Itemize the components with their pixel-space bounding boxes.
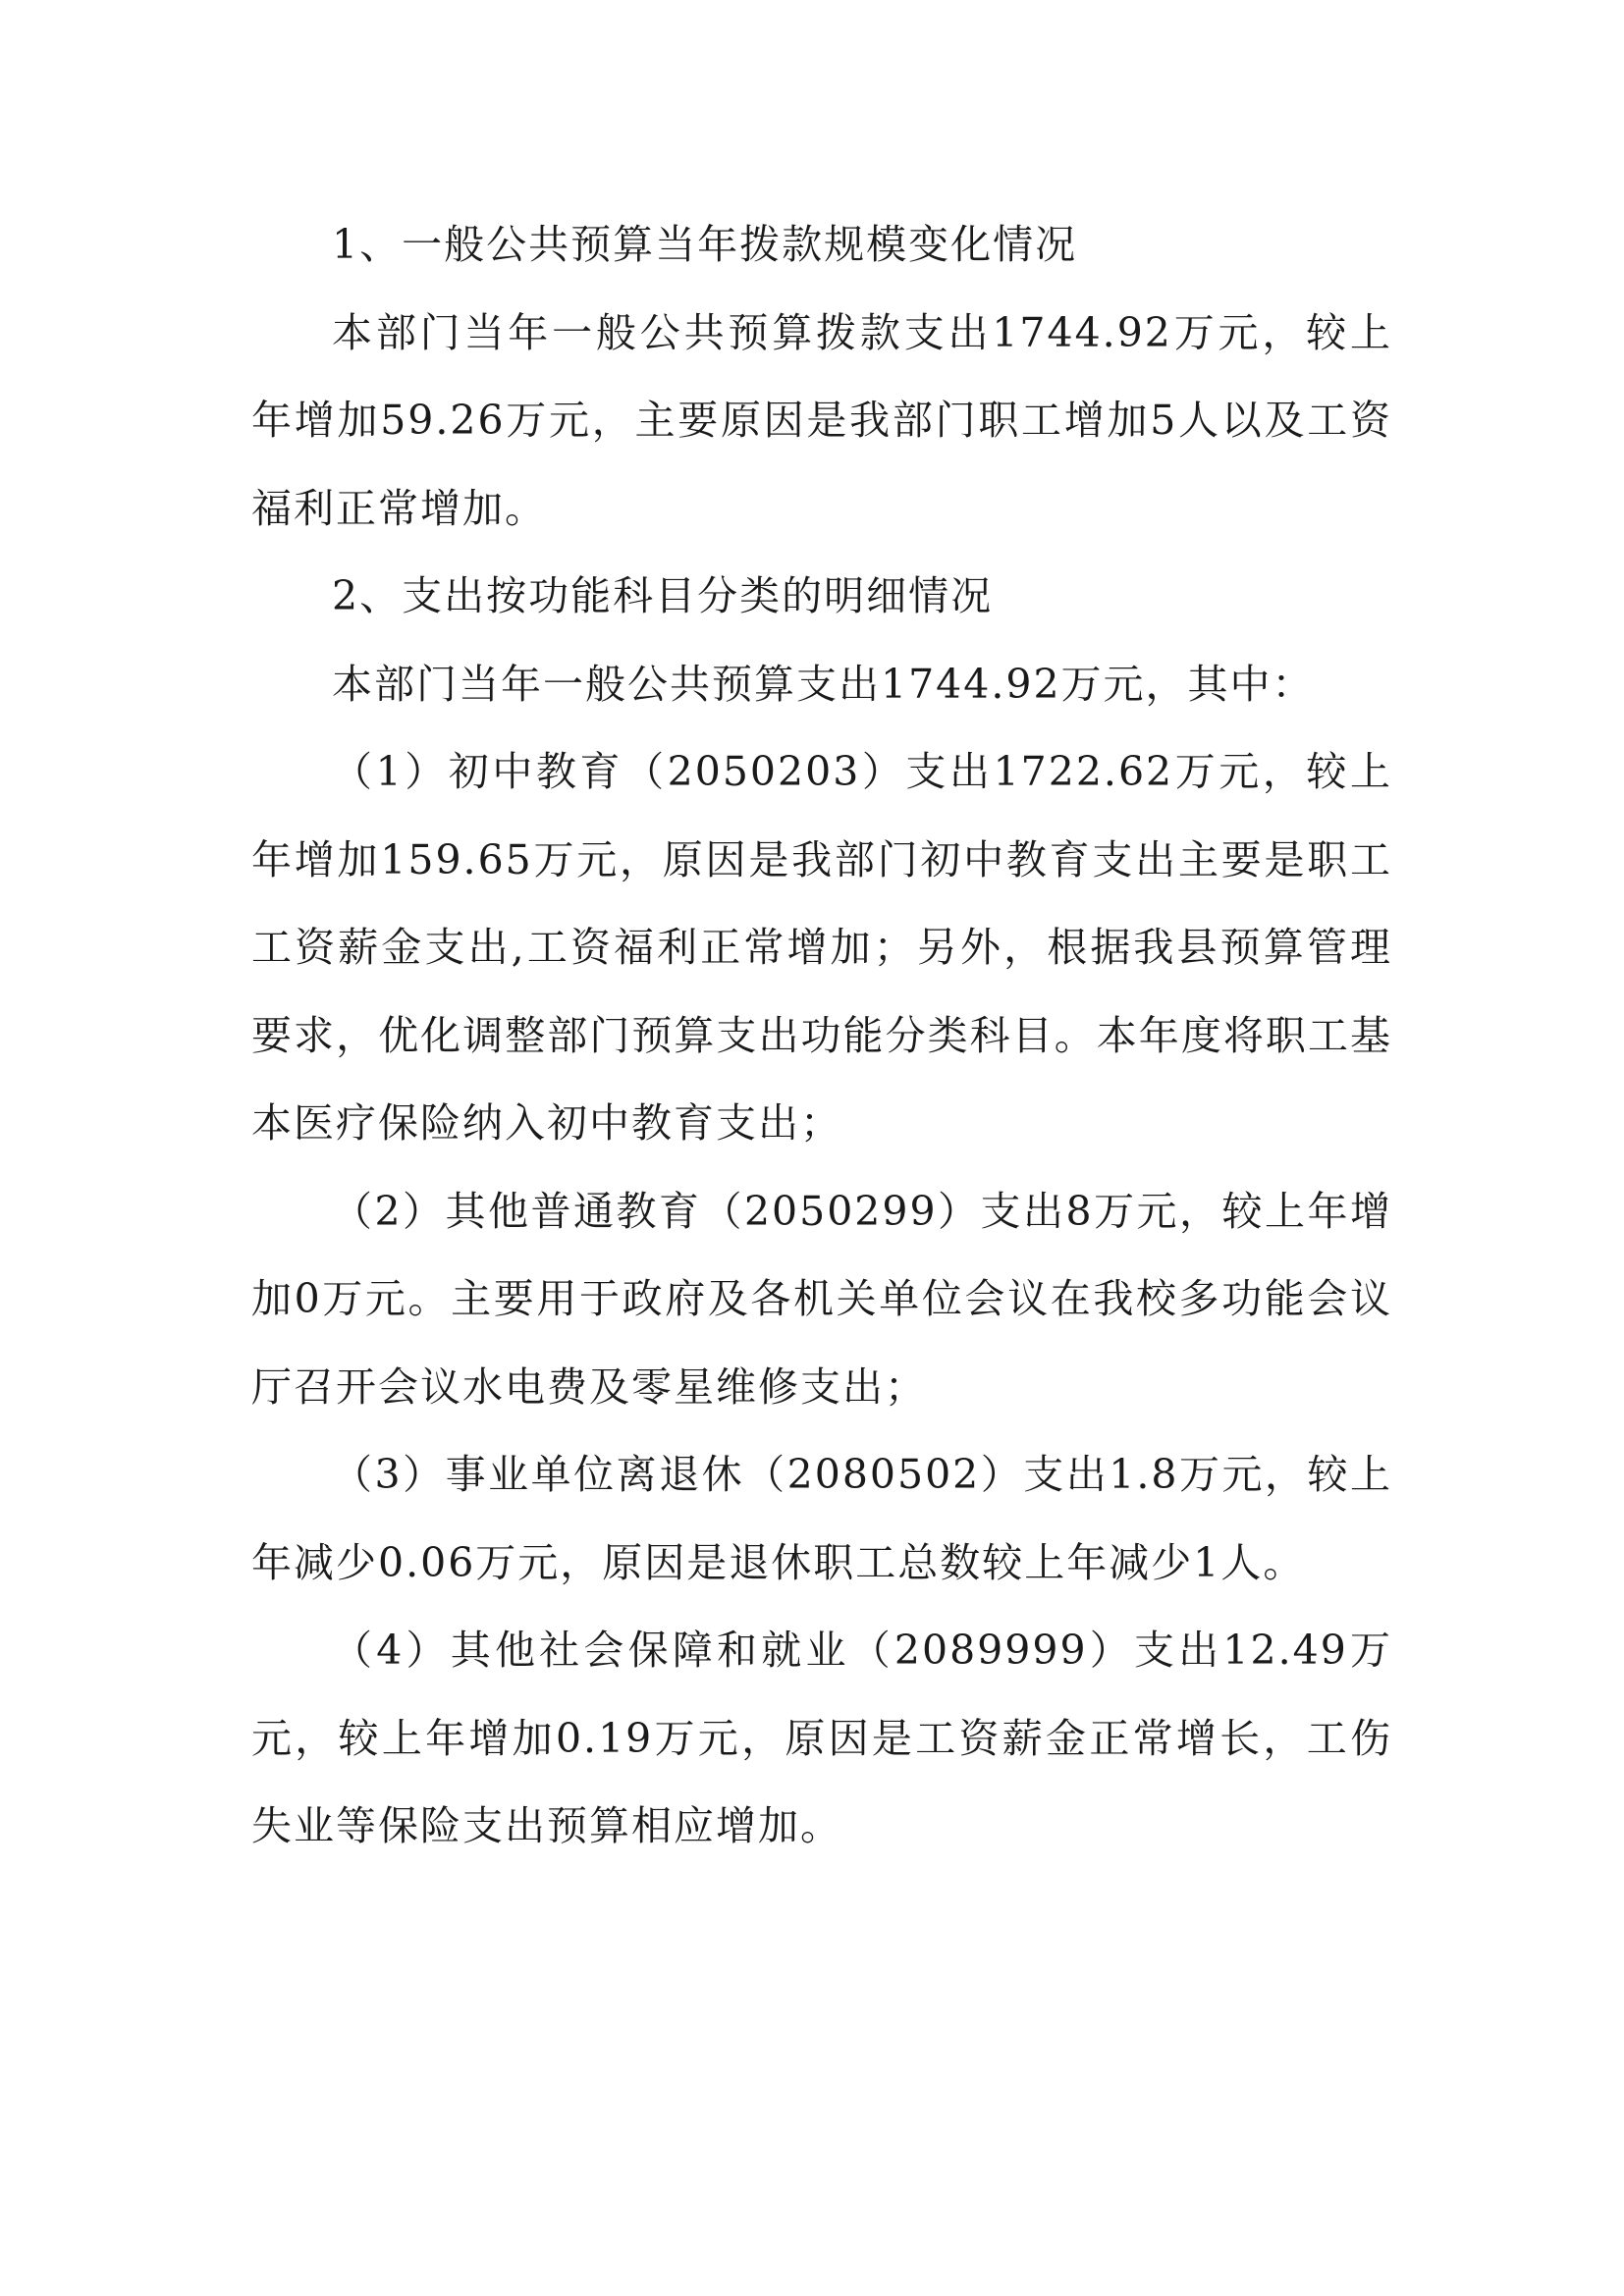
paragraph-appropriation-change: 本部门当年一般公共预算拨款支出1744.92万元，较上年增加59.26万元，主要原因是我部门职工增加5人以及工资福利正常增加。 [251,308,1392,532]
paragraph-item-4: （4）其他社会保障和就业（2089999）支出12.49万元，较上年增加0.19万元，原因是工资薪金正常增长，工伤失业等保险支出预算相应增加。 [251,1627,1392,1849]
paragraph-item-1: （1）初中教育（2050203）支出1722.62万元，较上年增加159.65万元，原因是我部门初中教育支出主要是职工工资薪金支出,工资福利正常增加；另外，根据我县预算管理要求，优化调整部门预算支出功能分类科目。本年度将职工基本医疗保险纳入初中教育支出； [251,748,1392,1147]
document-body [251,201,1392,1871]
paragraph-expenditure-total: 本部门当年一般公共预算支出1744.92万元，其中： [332,660,1315,708]
paragraph-item-3: （3）事业单位离退休（2080502）支出1.8万元，较上年减少0.06万元，原因是退休职工总数较上年减少1人。 [251,1451,1392,1586]
section-heading-2: 2、支出按功能科目分类的明细情况 [332,572,994,619]
section-heading-1: 1、一般公共预算当年拨款规模变化情况 [332,221,1078,268]
paragraph-item-2: （2）其他普通教育（2050299）支出8万元，较上年增加0万元。主要用于政府及各机关单位会议在我校多功能会议厅召开会议水电费及零星维修支出； [251,1187,1392,1411]
